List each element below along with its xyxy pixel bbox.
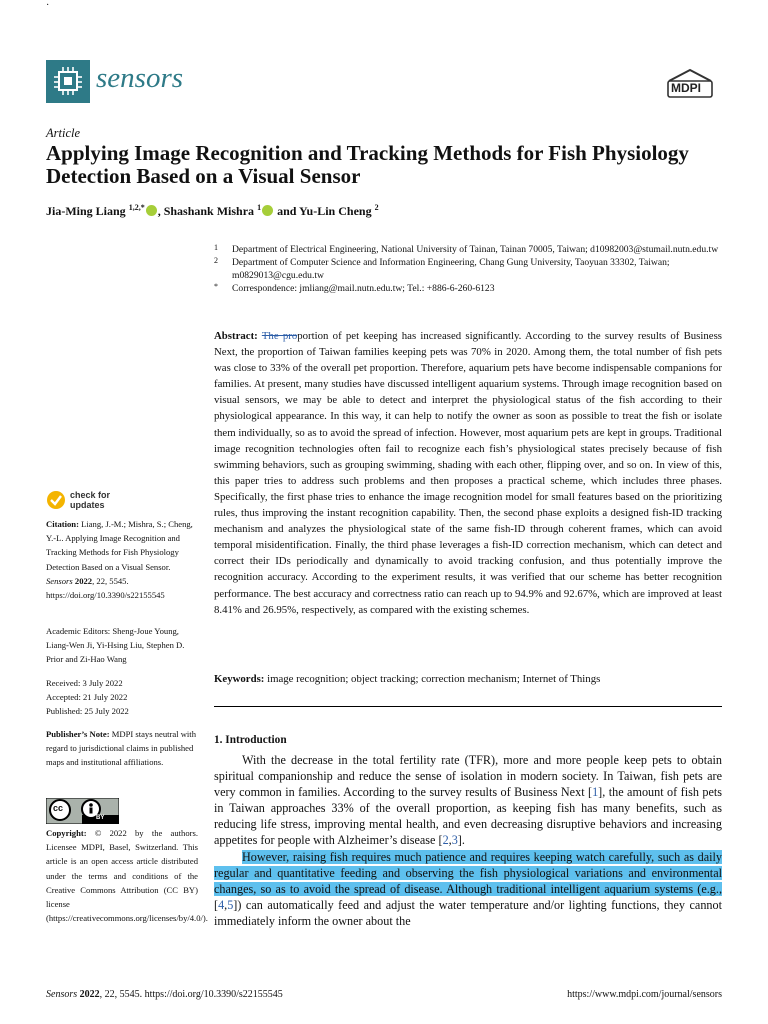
intro-body: [214, 752, 722, 929]
abstract-struck-text: The pro: [261, 330, 298, 342]
author-name[interactable]: Jia-Ming Liang: [46, 204, 126, 218]
published-date: Published: 25 July 2022: [46, 706, 129, 717]
author-affil-mark: 1: [257, 203, 262, 212]
academic-editors: Academic Editors: Sheng-Joue Young, Liang-Wen Ji, Yi-Hsing Liu, Stephen D. Prior and Zi-Hao Wang: [46, 626, 185, 665]
paragraph-text: ].: [457, 833, 465, 848]
citation-link[interactable]: 5: [227, 897, 234, 912]
citation-link[interactable]: 4: [218, 897, 225, 912]
intro-paragraph: [214, 849, 722, 929]
highlighted-text[interactable]: However, raising fish requires much patience and requires keeping watch carefully, such as daily regular and quantitative feeding and observing the fish physiological variations and environmental changes, so as to avoid the spread of disease. Although traditional intelligent aquarium systems (e.g.,: [214, 849, 722, 896]
affiliation-mark: 2: [214, 256, 218, 265]
footer-year: 2022: [79, 989, 100, 1000]
cc-label: cc: [53, 803, 64, 813]
affiliation-mark: 1: [214, 243, 218, 252]
citation-label: Citation:: [46, 519, 79, 529]
author-name[interactable]: Shashank Mishra: [163, 204, 255, 218]
keywords-label: Keywords:: [214, 673, 265, 685]
check-label: check for: [70, 490, 111, 500]
keywords: [214, 673, 722, 685]
affiliation-text: Department of Computer Science and Information Engineering, Chang Gung University, Taoyuan 33302, Taiwan; m0829013@cgu.edu.tw: [232, 257, 670, 281]
affiliation-mark: *: [214, 282, 218, 291]
dates-block: [46, 676, 198, 719]
abstract-label: Abstract:: [214, 330, 258, 342]
author-affil-mark: 2: [374, 203, 379, 212]
citation-link[interactable]: 3: [451, 833, 458, 848]
cc-by-license-icon[interactable]: [46, 798, 119, 824]
check-updates-icon: [46, 490, 66, 510]
citation-doi[interactable]: , 22, 5545. https://doi.org/10.3390/s22155545: [46, 575, 165, 601]
top-mark: ·: [46, 0, 50, 11]
paragraph-text: ]) can automatically feed and adjust the water temperature and/or lighting functions, they cannot immediately inform the owner about the: [214, 897, 722, 928]
footer-citation: [46, 989, 283, 1000]
publisher-name: MDPI: [671, 81, 701, 95]
journal-logo-icon: [46, 60, 90, 103]
section-heading: 1. Introduction: [214, 734, 287, 746]
paragraph-text: ,: [448, 833, 452, 848]
footer-journal: Sensors: [46, 989, 78, 1000]
paragraph-text: ], the amount of fish pets in Taiwan approaches 33% of the overall proportion, as keeping fish has many benefits, such as reducing life stress, improving mental health, and even decreasing disruptive behaviors and increasing appetites for people with Alzheimer’s disease [: [214, 785, 722, 848]
affiliation-item: [214, 256, 724, 282]
check-label-2: updates: [70, 500, 105, 510]
affiliation-item: [214, 282, 724, 295]
check-for-updates-button[interactable]: [46, 488, 116, 512]
article-type: Article: [46, 126, 81, 140]
author-affil-mark: 1,2,*: [128, 203, 145, 212]
mdpi-logo-icon: [665, 67, 715, 99]
citation-link[interactable]: 1: [592, 785, 599, 800]
footer-doi[interactable]: , 22, 5545. https://doi.org/10.3390/s22155545: [99, 989, 283, 1000]
orcid-icon[interactable]: [146, 205, 157, 216]
by-label: BY: [96, 815, 105, 821]
section-divider: [214, 706, 722, 707]
author-name[interactable]: Yu-Lin Cheng: [298, 204, 372, 218]
paragraph-text: ,: [224, 897, 228, 912]
keywords-text: image recognition; object tracking; correction mechanism; Internet of Things: [267, 673, 601, 685]
author-list: Jia-Ming Liang $^{1,2,*}$ , Shashank Mishra $^1$ and Yu-Lin Cheng $^2$: [46, 203, 379, 218]
paper-title: Applying Image Recognition and Tracking Methods for Fish Physiology Detection Based on a Visual Sensor: [46, 141, 689, 188]
footer-url[interactable]: https://www.mdpi.com/journal/sensors: [567, 989, 722, 1000]
paragraph-text: With the decrease in the total fertility rate (TFR), more and more people keep pets to obtain spiritual companionship and reduce the sense of isolation in modern society. In Taiwan, fish pets are very common in families. According to the survey results of Business Next [: [214, 753, 722, 800]
accepted-date: Accepted: 21 July 2022: [46, 692, 128, 703]
paragraph-text: [: [214, 897, 219, 912]
copyright-block: [46, 826, 208, 925]
note-label: Publisher’s Note:: [46, 729, 110, 739]
copyright-label: Copyright:: [46, 828, 87, 838]
publisher-note: [46, 727, 198, 770]
citation-block: [46, 517, 198, 602]
affiliation-item: [214, 243, 724, 256]
received-date: Received: 3 July 2022: [46, 678, 123, 688]
citation-link[interactable]: 2: [442, 833, 449, 848]
citation-journal: Sensors: [46, 575, 73, 586]
citation-text: Liang, J.-M.; Mishra, S.; Cheng, Y.-L. Applying Image Recognition and Tracking Methods for Fish Physiology Detection Based on a Visual Sensor.: [46, 519, 193, 572]
abstract-text: portion of pet keeping has increased significantly. According to the survey results of Business Next, the proportion of Taiwan families keeping pets was 70% in 2020. Among them, the total number of fish pets was close to 33% of the overall pet proportion. Therefore, aquarium pets have become indispensable companions for families. At present, many studies have discussed intelligent aquarium systems. Through image recognition based on visual sensors, we may be able to detect and interpret the physiological status of the fish according to their physiological appearance. In this way, it can help to notify the owner as soon as possible to treat the fish or isolate them individually, so as to avoid the spread of infection. However, most aquarium pets are kept in groups. Traditional image recognition technologies often fail to recognize each fish’s physiological states precisely because of fish swimming behaviors, such as grouping swimming, shading with each other, flipping over, and so on. In view of this, this paper tries to address such problems and then proposes a practical scheme, which includes three phases. Specifically, the first phase tries to enhance the image recognition model for small features based on the prioritizing rules, thus improving the instant recognition capability. Then, the second phase exploits a designed fish-ID tracking mechanism and analyzes the physiological state of the same fish-ID through coherent frames, which can avoid temporal misidentification. Finally, the third phase leverages a fish-ID correction mechanism, which can detect and correct their IDs periodically and dynamically to avoid tracking confusion, and thus potentially improve the recognition accuracy. According to the experiment results, it was verified that our scheme has better recognition performance. The best accuracy and correctness ratio can reach up to 94.9% and 92.67%, which are improved at least 8.41% and 26.95%, respectively, as compared with the existing schemes.: [214, 330, 722, 616]
journal-name: sensors: [96, 62, 184, 94]
affiliation-text: Correspondence: jmliang@mail.nutn.edu.tw; Tel.: +886-6-260-6123: [232, 283, 495, 294]
orcid-icon[interactable]: [262, 205, 273, 216]
author-connector: and: [277, 204, 297, 218]
note-text: MDPI stays neutral with regard to jurisdictional claims in published maps and institutional affiliations.: [46, 729, 196, 768]
abstract: [214, 328, 722, 618]
affiliation-text: Department of Electrical Engineering, National University of Tainan, Tainan 70005, Taiwan; d10982003@stumail.nutn.edu.tw: [232, 244, 719, 255]
affiliations: [214, 243, 724, 295]
copyright-text: © 2022 by the authors. Licensee MDPI, Basel, Switzerland. This article is an open access article distributed under the terms and conditions of the Creative Commons Attribution (CC BY) license (https://creativecommons.org/licenses/by/4.0/).: [46, 828, 208, 924]
intro-paragraph: [214, 752, 722, 849]
citation-year: 2022: [74, 575, 93, 586]
